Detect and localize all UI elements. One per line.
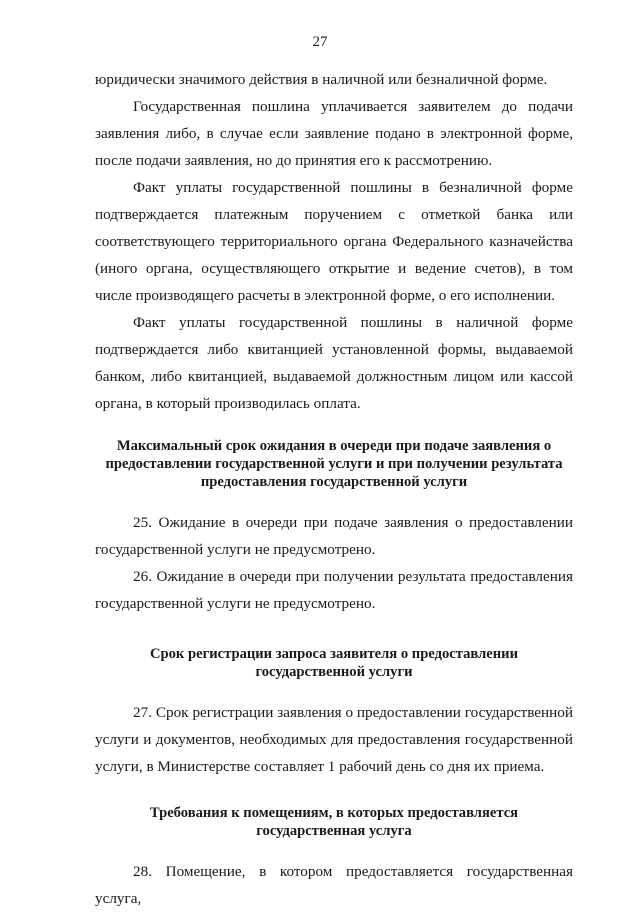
item-27: 27. Срок регистрации заявления о предоставлении государственной услуги и документов, необходимых для предоставления государственной услуги, в Министерстве составляет 1 рабочий день со дня их приема. xyxy=(95,704,573,775)
paragraph-cashless-payment-proof: Факт уплаты государственной пошлины в безналичной форме подтверждается платежным поручением с отметкой банка или соответствующего территориального органа Федерального казначейства (иного органа, осуществляющего открытие и ведение счетов), в том числе производящего расчеты в электронной форме, о его исполнении. xyxy=(95,179,573,304)
section-heading-premises-requirements: Требования к помещениям, в которых предоставляется государственная услуга xyxy=(149,805,519,839)
paragraph-duty-payment-timing: Государственная пошлина уплачивается заявителем до подачи заявления либо, в случае если заявление подано в электронной форме, после подачи заявления, но до принятия его к рассмотрению. xyxy=(95,98,573,169)
paragraph-cash-payment-proof: Факт уплаты государственной пошлины в наличной форме подтверждается либо квитанцией установленной формы, выдаваемой банком, либо квитанцией, выдаваемой должностным лицом или кассой органа, в который производилась оплата. xyxy=(95,314,573,412)
document-body xyxy=(95,66,573,912)
item-26: 26. Ожидание в очереди при получении результата предоставления государственной услуги не предусмотрено. xyxy=(95,568,573,612)
item-28: 28. Помещение, в котором предоставляется государственная услуга, xyxy=(95,863,573,907)
item-25: 25. Ожидание в очереди при подаче заявления о предоставлении государственной услуги не предусмотрено. xyxy=(95,514,573,558)
section-heading-queue-time: Максимальный срок ожидания в очереди при подаче заявления о предоставлении государственной услуги и при получении результата предоставления государственной услуги xyxy=(105,438,563,490)
section-heading-registration-time: Срок регистрации запроса заявителя о предоставлении государственной услуги xyxy=(149,646,518,680)
paragraph-continuation: юридически значимого действия в наличной или безналичной форме. xyxy=(95,71,548,88)
page-number: 27 xyxy=(312,34,328,50)
